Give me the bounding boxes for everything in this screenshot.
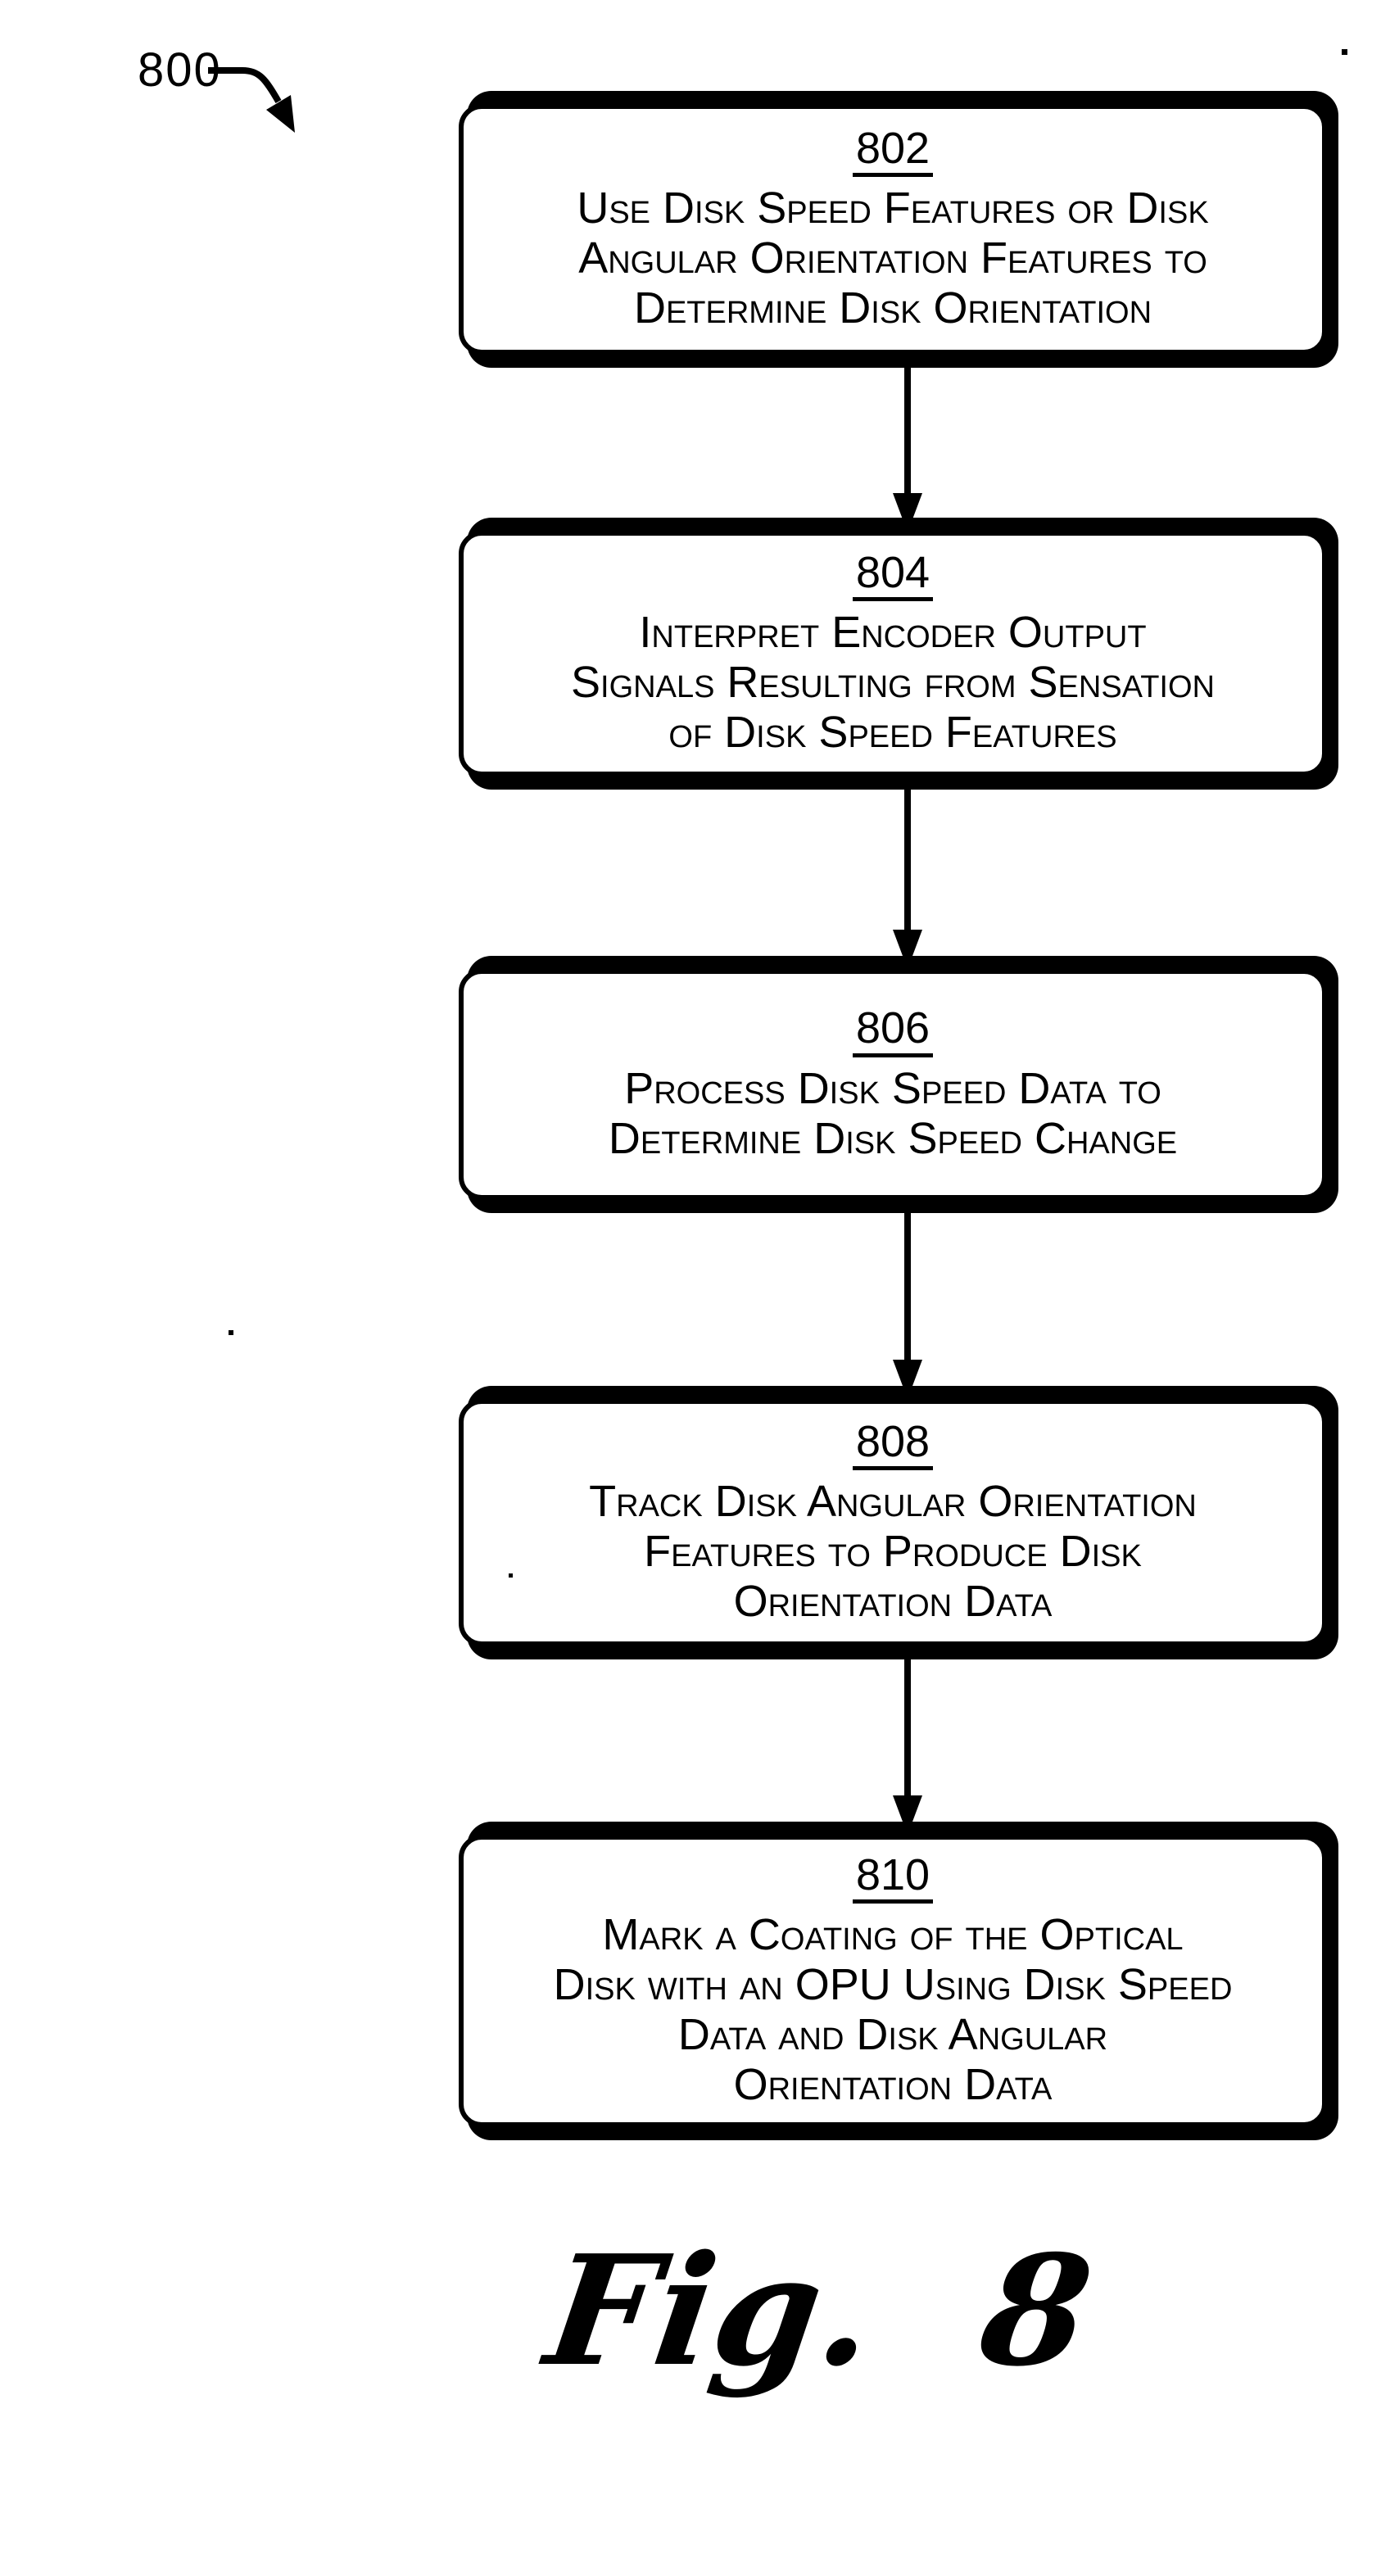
arrow-shaft — [904, 368, 911, 495]
down-arrow-icon — [893, 790, 922, 969]
step-number: 806 — [853, 1005, 933, 1057]
scan-speck — [509, 1573, 513, 1578]
down-arrow-icon — [893, 1659, 922, 1835]
scan-speck — [1342, 49, 1347, 55]
arrow-head — [893, 1795, 922, 1835]
arrow-shaft — [904, 1659, 911, 1797]
step-number: 802 — [853, 125, 933, 178]
step-text: Process Disk Speed Data to Determine Disk Speed Change — [608, 1063, 1178, 1163]
step-text: Mark a Coating of the Optical Disk with an OPU Using Disk Speed Data and Disk Angular Orientation Data — [553, 1910, 1233, 2110]
curved-lead-arrow-icon — [205, 59, 311, 149]
step-number: 808 — [853, 1419, 933, 1471]
step-text: Interpret Encoder Output Signals Resulting from Sensation of Disk Speed Features — [571, 608, 1215, 758]
step-text: Track Disk Angular Orientation Features to Produce Disk Orientation Data — [589, 1477, 1197, 1627]
arrow-shaft — [904, 1213, 911, 1361]
step-text: Use Disk Speed Features or Disk Angular Orientation Features to Determine Disk Orientation — [577, 183, 1209, 333]
arrow-head — [893, 493, 922, 532]
step-box-804 — [459, 531, 1327, 776]
arrow-head — [893, 930, 922, 969]
step-box-802 — [459, 104, 1327, 355]
step-box-810 — [459, 1835, 1327, 2127]
step-box-806 — [459, 969, 1327, 1200]
figure-caption: Fig. 8 — [537, 2221, 1102, 2400]
step-box-808 — [459, 1399, 1327, 1646]
figure-reference-label: 800 — [138, 43, 222, 97]
down-arrow-icon — [893, 1213, 922, 1399]
arrow-head — [893, 1360, 922, 1399]
step-number: 810 — [853, 1852, 933, 1904]
step-number: 804 — [853, 550, 933, 602]
down-arrow-icon — [893, 368, 922, 532]
scan-speck — [229, 1330, 233, 1335]
arrow-shaft — [904, 790, 911, 931]
